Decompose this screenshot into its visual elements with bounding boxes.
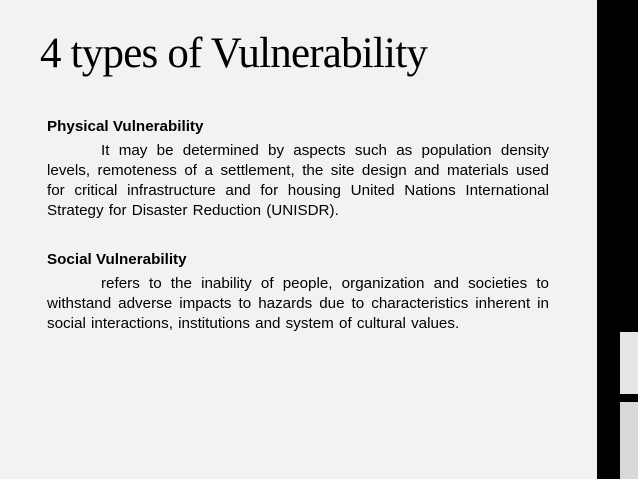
- section-body: refers to the inability of people, organization and societies to withstand adverse impacts to hazards due to characteristics inherent in social interactions, institutions and system of cultural values.: [47, 275, 549, 332]
- slide-content: [47, 117, 549, 334]
- side-block-decoration: [620, 402, 638, 479]
- side-block-decoration: [620, 332, 638, 394]
- section-physical-vulnerability: [47, 117, 549, 221]
- section-body: It may be determined by aspects such as population density levels, remoteness of a settlement, the site design and materials used for critical infrastructure and for housing United Nations International Strategy for Disaster Reduction (UNISDR).: [47, 142, 549, 219]
- section-heading: Physical Vulnerability: [47, 118, 204, 135]
- section-heading: Social Vulnerability: [47, 251, 187, 268]
- section-social-vulnerability: [47, 250, 549, 334]
- slide-title: 4 types of Vulnerability: [40, 30, 428, 77]
